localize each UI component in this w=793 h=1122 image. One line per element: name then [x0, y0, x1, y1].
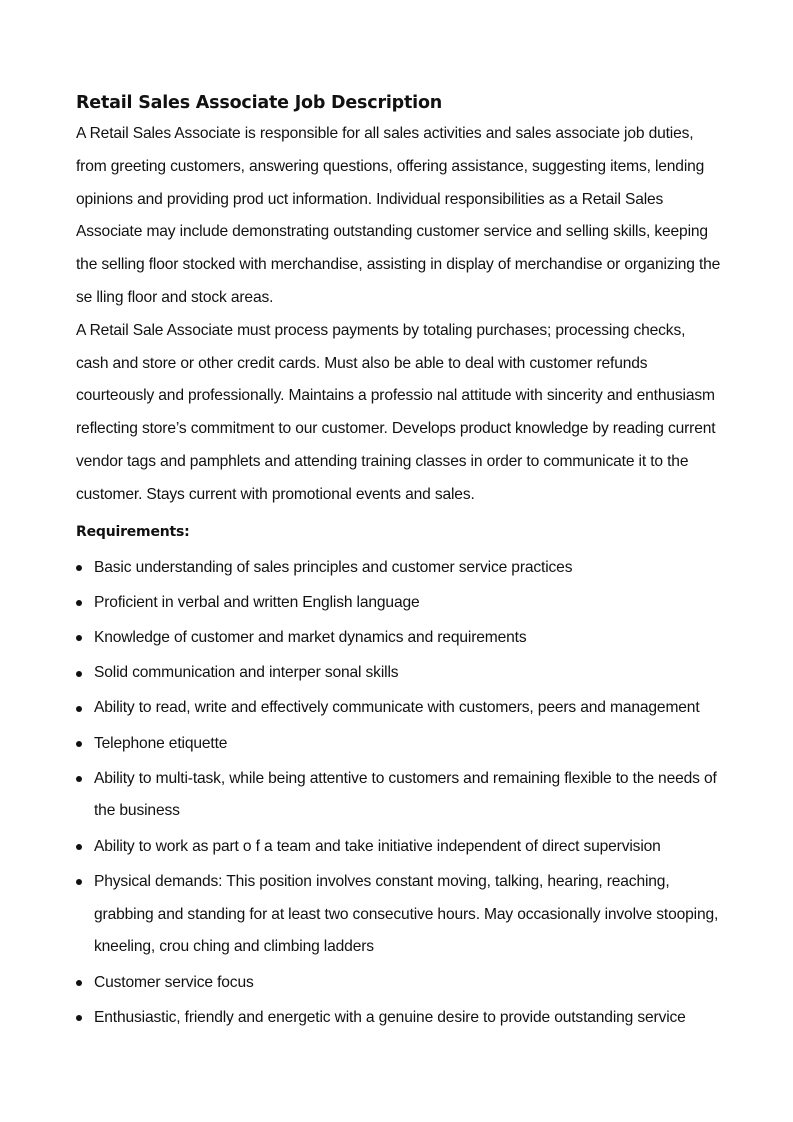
bullet-icon	[76, 980, 82, 986]
requirement-text: Physical demands: This position involves constant moving, talking, hearing, reaching, grabbing and standing for at least two consecutive hours. May occasionally involve stooping, kneeling, crou ching and climbing ladders	[94, 872, 719, 956]
requirement-item	[76, 967, 721, 1000]
requirement-item	[76, 1002, 721, 1035]
intro-paragraph: A Retail Sales Associate is responsible for all sales activities and sales associate job duties, from greeting customers, answering questions, offering assistance, suggesting items, lending opinions and providing prod uct information. Individual responsibilities as a Retail Sales Associate may include demonstrating outstanding customer service and selling skills, keeping the selling floor stocked with merchandise, assisting in display of merchandise or organizing the se lling floor and stock areas.	[76, 125, 721, 306]
requirement-text: Knowledge of customer and market dynamics and requirements	[94, 628, 527, 646]
bullet-icon	[76, 1015, 82, 1021]
requirement-text: Proficient in verbal and written English language	[94, 593, 420, 611]
bullet-icon	[76, 706, 82, 712]
requirement-text: Ability to work as part o f a team and take initiative independent of direct supervision	[94, 837, 661, 855]
requirement-item	[76, 587, 721, 620]
requirement-text: Ability to multi-task, while being attentive to customers and remaining flexible to the needs of the business	[94, 769, 717, 820]
requirement-item	[76, 552, 721, 585]
bullet-icon	[76, 565, 82, 571]
duties-paragraph: A Retail Sale Associate must process payments by totaling purchases; processing checks, cash and store or other credit cards. Must also be able to deal with customer refunds courteously and professionally. Maintains a professio nal attitude with sincerity and enthusiasm reflecting store’s commitment to our customer. Develops product knowledge by reading current vendor tags and pamphlets and attending training classes in order to communicate it to the customer. Stays current with promotional events and sales.	[76, 321, 716, 503]
requirement-text: Ability to read, write and effectively communicate with customers, peers and management	[94, 699, 700, 717]
requirement-item	[76, 763, 721, 829]
bullet-icon	[76, 635, 82, 641]
requirements-heading: Requirements:	[76, 523, 190, 540]
document-page	[76, 88, 721, 1037]
requirement-text: Enthusiastic, friendly and energetic with a genuine desire to provide outstanding service	[94, 1008, 686, 1026]
bullet-icon	[76, 776, 82, 782]
requirement-item	[76, 657, 721, 690]
requirement-text: Telephone etiquette	[94, 734, 228, 752]
requirement-item	[76, 866, 721, 964]
requirement-text: Customer service focus	[94, 973, 254, 991]
requirement-item	[76, 831, 721, 864]
requirement-text: Basic understanding of sales principles and customer service practices	[94, 558, 573, 576]
requirement-text: Solid communication and interper sonal skills	[94, 664, 399, 682]
requirement-item	[76, 692, 721, 725]
bullet-icon	[76, 879, 82, 885]
document-title: Retail Sales Associate Job Description	[76, 93, 443, 113]
bullet-icon	[76, 600, 82, 606]
requirements-list	[76, 552, 721, 1035]
bullet-icon	[76, 741, 82, 747]
bullet-icon	[76, 844, 82, 850]
requirement-item	[76, 728, 721, 761]
bullet-icon	[76, 671, 82, 677]
requirement-item	[76, 622, 721, 655]
